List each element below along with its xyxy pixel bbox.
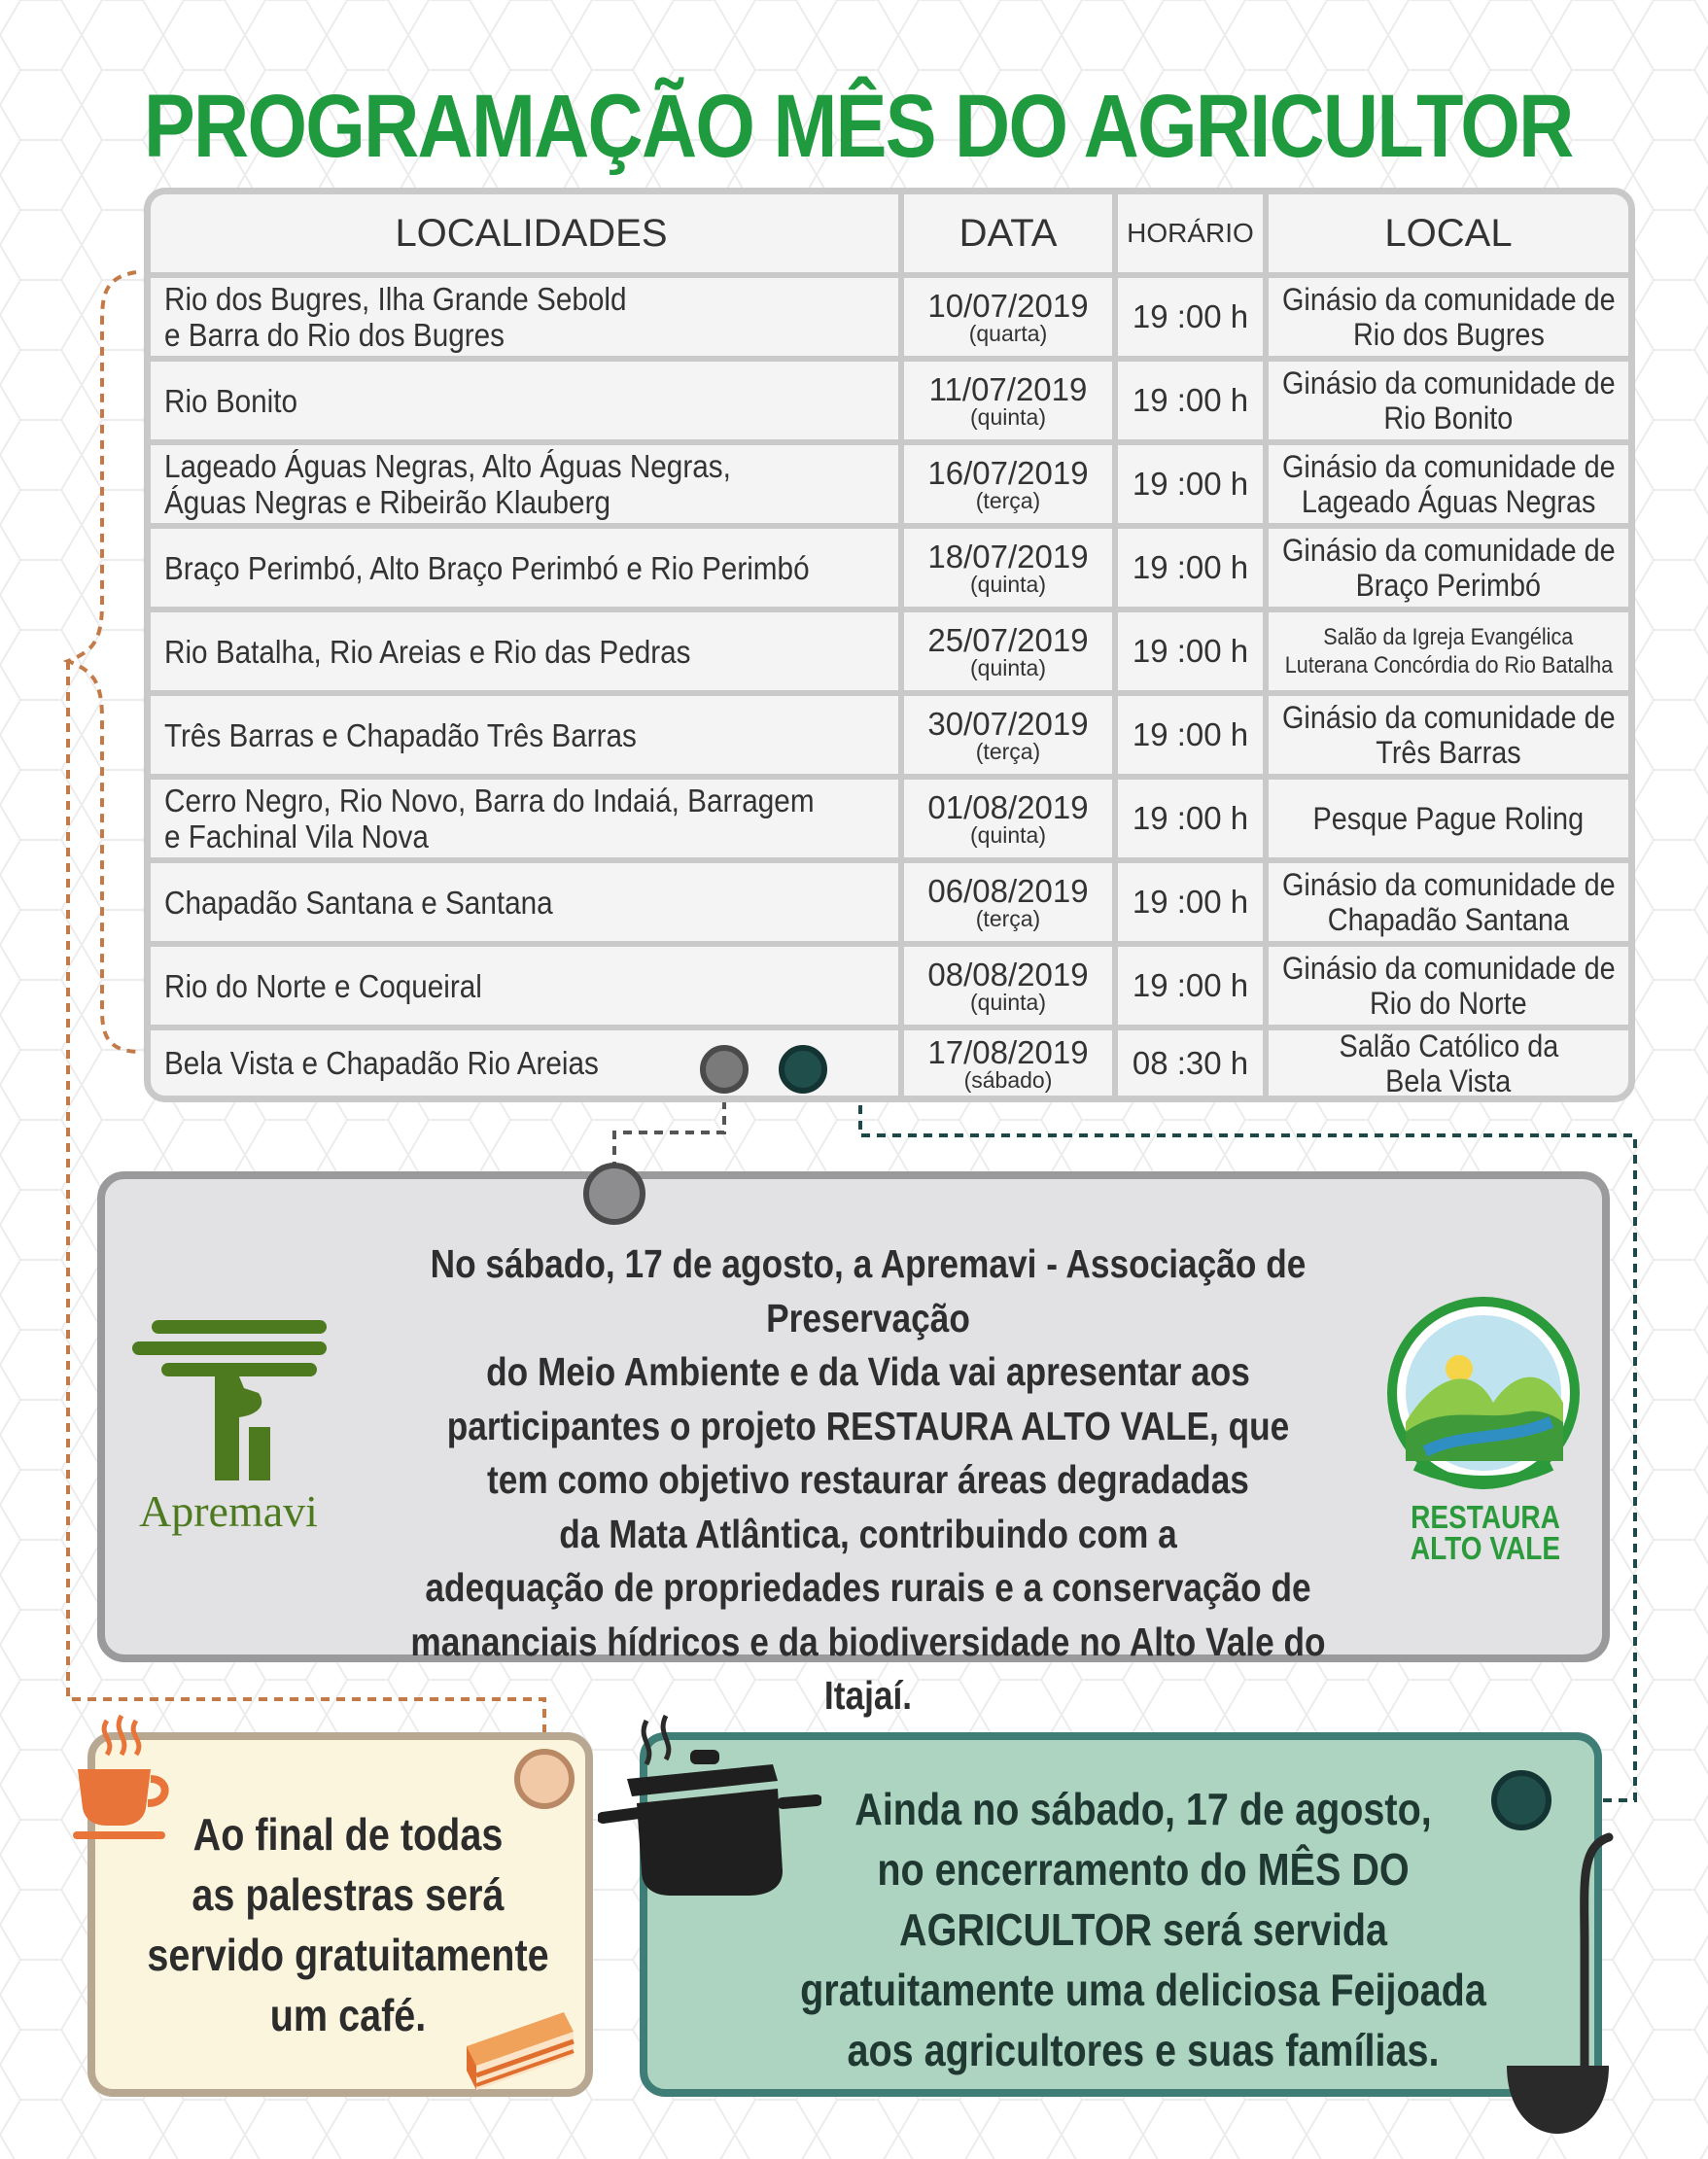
date-cell: 25/07/2019 (quinta): [904, 612, 1118, 696]
locality-cell: Rio Bonito: [151, 362, 904, 445]
header-place: LOCAL: [1269, 194, 1628, 278]
time-cell: 19 :00 h: [1118, 445, 1269, 529]
date-cell: 10/07/2019 (quarta): [904, 278, 1118, 362]
time-cell: 19 :00 h: [1118, 612, 1269, 696]
header-time: HORÁRIO: [1118, 194, 1269, 278]
table-row: [151, 947, 1628, 1030]
coffee-cup-icon: [68, 1711, 175, 1847]
locality-cell: Rio dos Bugres, Ilha Grande Sebold e Barra do Rio dos Bugres: [151, 278, 904, 362]
time-cell: 19 :00 h: [1118, 278, 1269, 362]
time-cell: 19 :00 h: [1118, 362, 1269, 445]
header-date: DATA: [904, 194, 1118, 278]
place-cell: Salão da Igreja Evangélica Luterana Concórdia do Rio Batalha: [1269, 612, 1628, 696]
place-cell: Ginásio da comunidade de Rio dos Bugres: [1269, 278, 1628, 362]
time-cell: 19 :00 h: [1118, 780, 1269, 863]
apremavi-logo-text: Apremavi: [139, 1486, 318, 1536]
cake-slice-icon: [457, 2002, 583, 2100]
time-cell: 08 :30 h: [1118, 1030, 1269, 1096]
table-row: [151, 362, 1628, 445]
feijoada-info-text: Ainda no sábado, 17 de agosto, no encerramento do MÊS DO AGRICULTOR será servida gratuitamente uma deliciosa Feijoada aos agricultores e suas famílias.: [800, 1784, 1486, 2075]
locality-cell: Braço Perimbó, Alto Braço Perimbó e Rio Perimbó: [151, 529, 904, 612]
apremavi-announcement-panel: [97, 1171, 1610, 1718]
date-cell: 01/08/2019 (quinta): [904, 780, 1118, 863]
table-row: [151, 1030, 1628, 1096]
table-row: [151, 612, 1628, 696]
place-cell: Ginásio da comunidade de Lageado Águas Negras: [1269, 445, 1628, 529]
apremavi-announcement-text: No sábado, 17 de agosto, a Apremavi - Associação de Preservação do Meio Ambiente e da Vida vai apresentar aos participantes o projeto RESTAURA ALTO VALE, que tem como objetivo restaurar áreas degradadas da Mata Atlântica, contribuindo com a adequação de propriedades rurais e a conservação de mananciais hídricos e da biodiversidade no Alto Vale do Itajaí.: [410, 1241, 1326, 1718]
place-cell: Pesque Pague Roling: [1269, 780, 1628, 863]
place-cell: Ginásio da comunidade de Braço Perimbó: [1269, 529, 1628, 612]
locality-cell: Lageado Águas Negras, Alto Águas Negras, Águas Negras e Ribeirão Klauberg: [151, 445, 904, 529]
time-cell: 19 :00 h: [1118, 863, 1269, 947]
cooking-pot-icon: [598, 1711, 821, 1905]
date-cell: 30/07/2019 (terça): [904, 696, 1118, 780]
table-row: [151, 278, 1628, 362]
restaura-logo-text: RESTAURA ALTO VALE: [1410, 1499, 1561, 1566]
schedule-table: [144, 188, 1635, 1102]
locality-cell: Chapadão Santana e Santana: [151, 863, 904, 947]
restaura-landscape-icon: [1386, 1296, 1581, 1490]
table-row: [151, 445, 1628, 529]
locality-cell: Bela Vista e Chapadão Rio Areias: [151, 1030, 904, 1096]
locality-cell: Três Barras e Chapadão Três Barras: [151, 696, 904, 780]
ladle-icon: [1463, 1828, 1628, 2148]
date-cell: 18/07/2019 (quinta): [904, 529, 1118, 612]
time-cell: 19 :00 h: [1118, 947, 1269, 1030]
table-row: [151, 696, 1628, 780]
place-cell: Ginásio da comunidade de Chapadão Santana: [1269, 863, 1628, 947]
coffee-info-text: Ao final de todas as palestras será servido gratuitamente um café.: [147, 1809, 549, 2040]
place-cell: Ginásio da comunidade de Rio Bonito: [1269, 362, 1628, 445]
date-cell: 08/08/2019 (quinta): [904, 947, 1118, 1030]
header-localities: LOCALIDADES: [151, 194, 904, 278]
table-header-row: [151, 194, 1628, 278]
date-cell: 17/08/2019 (sábado): [904, 1030, 1118, 1096]
locality-cell: Cerro Negro, Rio Novo, Barra do Indaiá, Barragem e Fachinal Vila Nova: [151, 780, 904, 863]
table-row: [151, 529, 1628, 612]
table-row: [151, 863, 1628, 947]
time-cell: 19 :00 h: [1118, 529, 1269, 612]
place-cell: Salão Católico da Bela Vista: [1339, 1030, 1558, 1096]
locality-cell: Rio Batalha, Rio Areias e Rio das Pedras: [151, 612, 904, 696]
date-cell: 16/07/2019 (terça): [904, 445, 1118, 529]
place-cell: Ginásio da comunidade de Rio do Norte: [1269, 947, 1628, 1030]
date-cell: 06/08/2019 (terça): [904, 863, 1118, 947]
locality-cell: Rio do Norte e Coqueiral: [151, 947, 904, 1030]
date-cell: 11/07/2019 (quinta): [904, 362, 1118, 445]
time-cell: 19 :00 h: [1118, 696, 1269, 780]
page-title: PROGRAMAÇÃO MÊS DO AGRICULTOR: [144, 77, 1573, 176]
table-row: [151, 780, 1628, 863]
place-cell: Ginásio da comunidade de Três Barras: [1269, 696, 1628, 780]
